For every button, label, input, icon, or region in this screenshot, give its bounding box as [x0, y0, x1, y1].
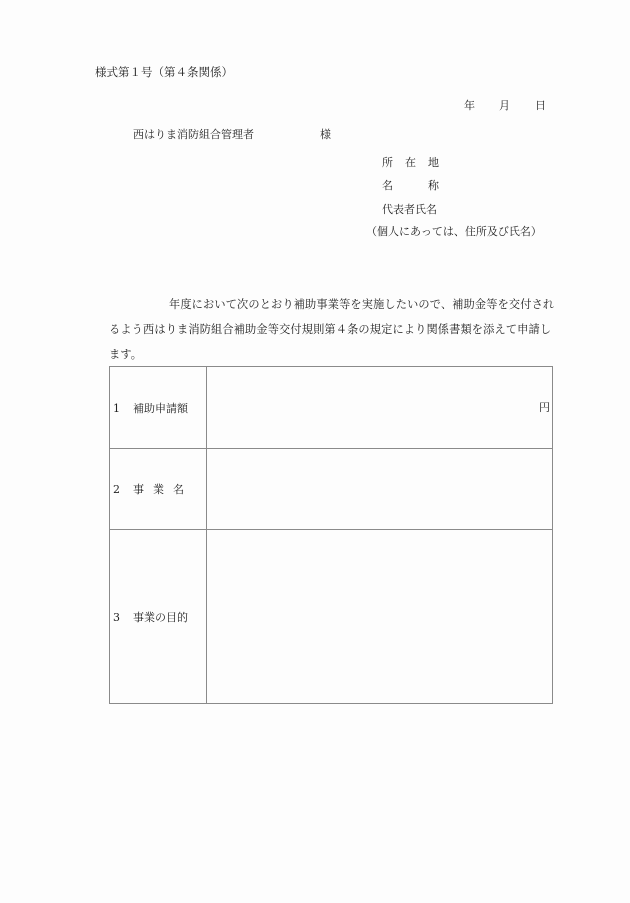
row-label	[110, 530, 207, 704]
form-number: 様式第１号（第４条関係）	[95, 65, 233, 79]
table-row-project-name	[110, 449, 553, 530]
date-month-label: 月	[499, 99, 510, 112]
addressee-honorific: 様	[320, 128, 331, 141]
applicant-representative-label: 代表者氏名	[382, 203, 437, 216]
row-number: 3	[113, 610, 120, 624]
date-year-label: 年	[464, 99, 475, 112]
address-char: 所	[382, 156, 393, 169]
application-table	[109, 366, 553, 704]
table-row-subsidy-amount	[110, 367, 553, 449]
row-title: 補助申請額	[133, 401, 188, 415]
addressee-name: 西はりま消防組合管理者	[133, 128, 254, 141]
row-title: 事業の目的	[133, 610, 188, 624]
statement-line-3: ます。	[109, 348, 143, 361]
address-char: 地	[428, 156, 439, 169]
yen-unit: 円	[539, 400, 550, 414]
statement-line-1: 年度において次のとおり補助事業等を実施したいので、補助金等を交付され	[169, 298, 555, 311]
row-number: 2	[113, 483, 120, 496]
name-char: 称	[428, 179, 439, 192]
applicant-name-label	[382, 177, 439, 193]
date-day-label: 日	[535, 99, 546, 112]
table-row-project-purpose	[110, 530, 553, 704]
application-statement	[109, 292, 574, 367]
row-label: 2 事 業 名	[110, 449, 207, 530]
project-purpose-field[interactable]	[207, 530, 553, 704]
name-char: 名	[382, 179, 393, 192]
applicant-address-label	[382, 154, 439, 170]
row-label	[110, 367, 207, 449]
project-name-field[interactable]	[207, 449, 553, 530]
row-number: 1	[113, 401, 120, 415]
address-char: 在	[405, 156, 416, 169]
statement-line-2: るよう西はりま消防組合補助金等交付規則第４条の規定により関係書類を添えて申請し	[109, 323, 552, 336]
subsidy-amount-field[interactable]	[207, 367, 553, 449]
applicant-individual-note: （個人にあっては、住所及び氏名）	[366, 225, 542, 238]
